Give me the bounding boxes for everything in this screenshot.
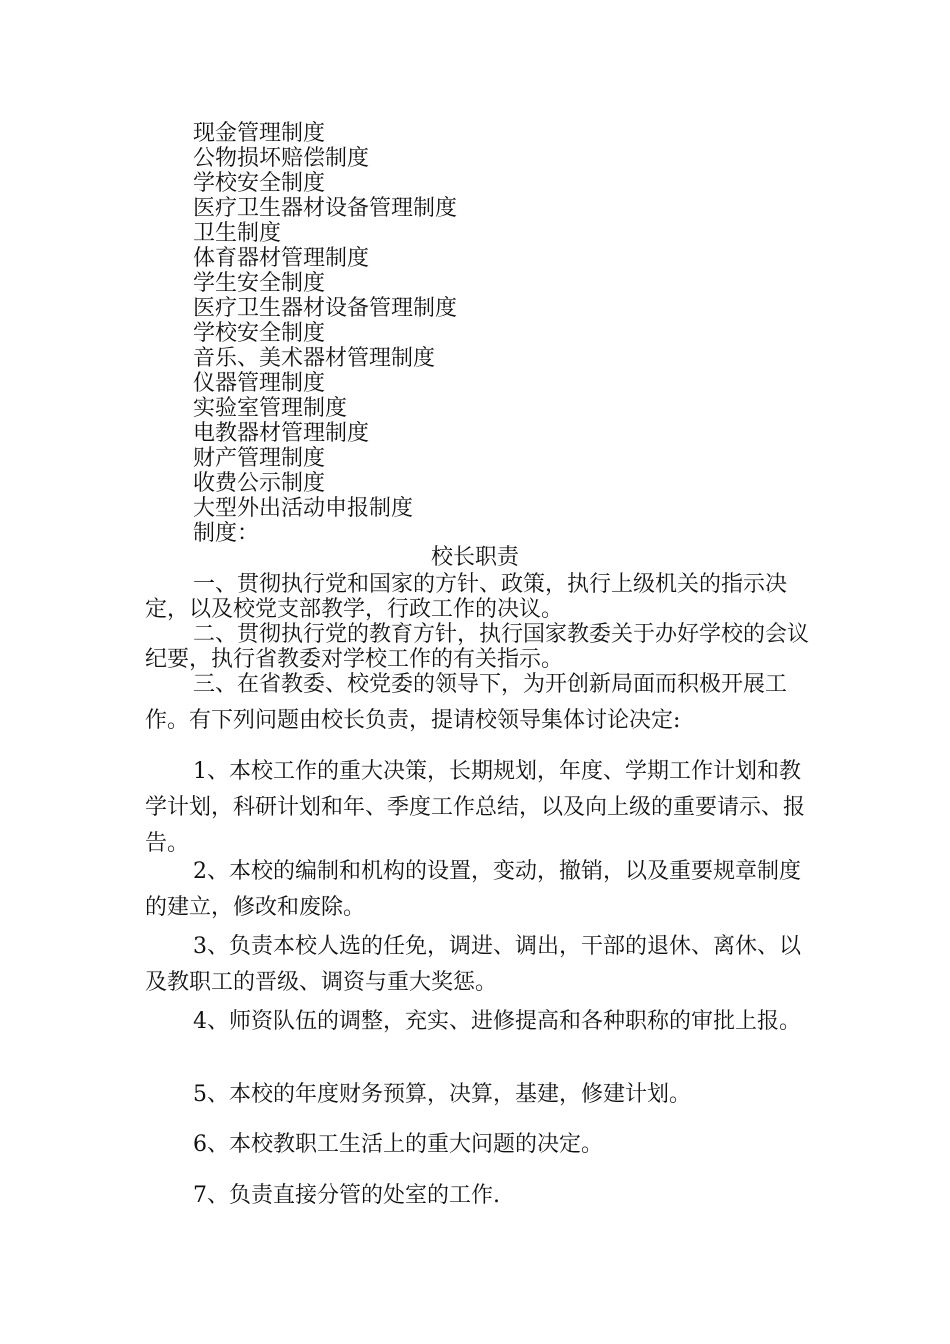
section-heading: 校长职责 <box>430 545 519 570</box>
list-item: 学校安全制度 <box>193 321 326 346</box>
list-item: 仪器管理制度 <box>193 371 326 396</box>
paragraph-item-2: 2、本校的编制和机构的设置，变动，撤销，以及重要规章制度的建立，修改和废除。 <box>145 859 801 920</box>
paragraph-item-5: 5、本校的年度财务预算，决算，基建，修建计划。 <box>193 1082 691 1107</box>
list-item: 卫生制度 <box>193 221 282 246</box>
paragraph-1: 一、贯彻执行党和国家的方针、政策，执行上级机关的指示决定，以及校党支部教学，行政工作的决议。 <box>145 572 788 622</box>
paragraph-item-3: 3、负责本校人选的任免，调进、调出，干部的退休、离休、以及教职工的晋级、调资与重大奖惩。 <box>145 934 801 995</box>
list-item: 电教器材管理制度 <box>193 421 370 446</box>
paragraph-item-1: 1、本校工作的重大决策，长期规划，年度、学期工作计划和教学计划，科研计划和年、季度工作总结，以及向上级的重要请示、报告。 <box>145 759 806 856</box>
list-item: 医疗卫生器材设备管理制度 <box>193 196 458 221</box>
paragraph-item-4: 4、师资队伍的调整，充实、进修提高和各种职称的审批上报。 <box>193 1009 801 1034</box>
list-item: 现金管理制度 <box>193 121 326 146</box>
list-item: 学生安全制度 <box>193 271 326 296</box>
list-item: 收费公示制度 <box>193 471 326 496</box>
regulation-list <box>193 121 457 546</box>
list-item: 音乐、美术器材管理制度 <box>193 346 436 371</box>
list-item: 财产管理制度 <box>193 446 326 471</box>
paragraph-2: 二、贯彻执行党的教育方针，执行国家教委关于办好学校的会议纪要，执行省教委对学校工作的有关指示。 <box>145 622 810 672</box>
list-item: 实验室管理制度 <box>193 396 348 421</box>
paragraph-item-7: 7、负责直接分管的处室的工作. <box>193 1183 500 1208</box>
list-item: 学校安全制度 <box>193 171 326 196</box>
list-item: 医疗卫生器材设备管理制度 <box>193 296 458 321</box>
list-item: 大型外出活动申报制度 <box>193 496 414 521</box>
list-item: 体育器材管理制度 <box>193 246 370 271</box>
paragraph-3: 三、在省教委、校党委的领导下，为开创新局面而积极开展工作。有下列问题由校长负责，提请校领导集体讨论决定: <box>145 672 788 733</box>
paragraph-item-6: 6、本校教职工生活上的重大问题的决定。 <box>193 1132 603 1157</box>
list-item: 公物损坏赔偿制度 <box>193 146 370 171</box>
list-item: 制度： <box>193 521 260 546</box>
